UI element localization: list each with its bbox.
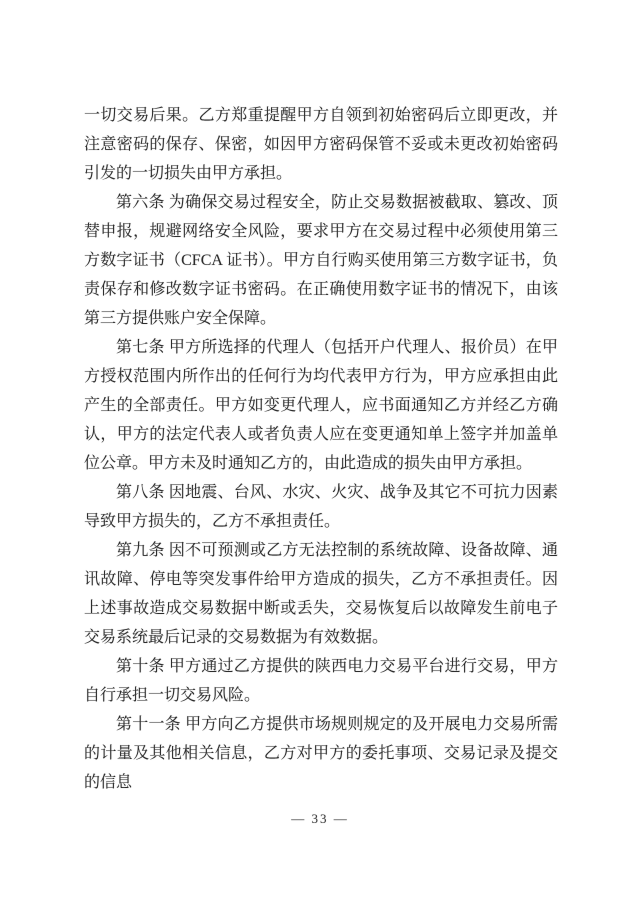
document-body [84,101,558,797]
paragraph: 第六条 为确保交易过程安全，防止交易数据被截取、篡改、顶替申报，规避网络安全风险，要求甲方在交易过程中必须使用第三方数字证书（CFCA 证书）。甲方自行购买使用第三方数字证书，负责保存和修改数字证书密码。在正确使用数字证书的情况下，由该第三方提供账户安全保障。 [84,194,558,327]
paragraph: 第九条 因不可预测或乙方无法控制的系统故障、设备故障、通讯故障、停电等突发事件给甲方造成的损失，乙方不承担责任。因上述事故造成交易数据中断或丢失，交易恢复后以故障发生前电子交易系统最后记录的交易数据为有效数据。 [84,542,558,646]
paragraph: 第七条 甲方所选择的代理人（包括开户代理人、报价员）在甲方授权范围内所作出的任何行为均代表甲方行为，甲方应承担由此产生的全部责任。甲方如变更代理人，应书面通知乙方并经乙方确认，甲方的法定代表人或者负责人应在变更通知单上签字并加盖单位公章。甲方未及时通知乙方的，由此造成的损失由甲方承担。 [84,339,558,472]
page-number: — 33 — [291,811,349,826]
paragraph: 第八条 因地震、台风、水灾、火灾、战争及其它不可抗力因素导致甲方损失的，乙方不承担责任。 [84,484,558,530]
paragraph: 第十条 甲方通过乙方提供的陕西电力交易平台进行交易，甲方自行承担一切交易风险。 [84,658,558,704]
paragraph: 一切交易后果。乙方郑重提醒甲方自领到初始密码后立即更改，并注意密码的保存、保密，如因甲方密码保管不妥或未更改初始密码引发的一切损失由甲方承担。 [84,107,558,182]
paragraph: 第十一条 甲方向乙方提供市场规则规定的及开展电力交易所需的计量及其他相关信息，乙方对甲方的委托事项、交易记录及提交的信息 [84,716,558,791]
